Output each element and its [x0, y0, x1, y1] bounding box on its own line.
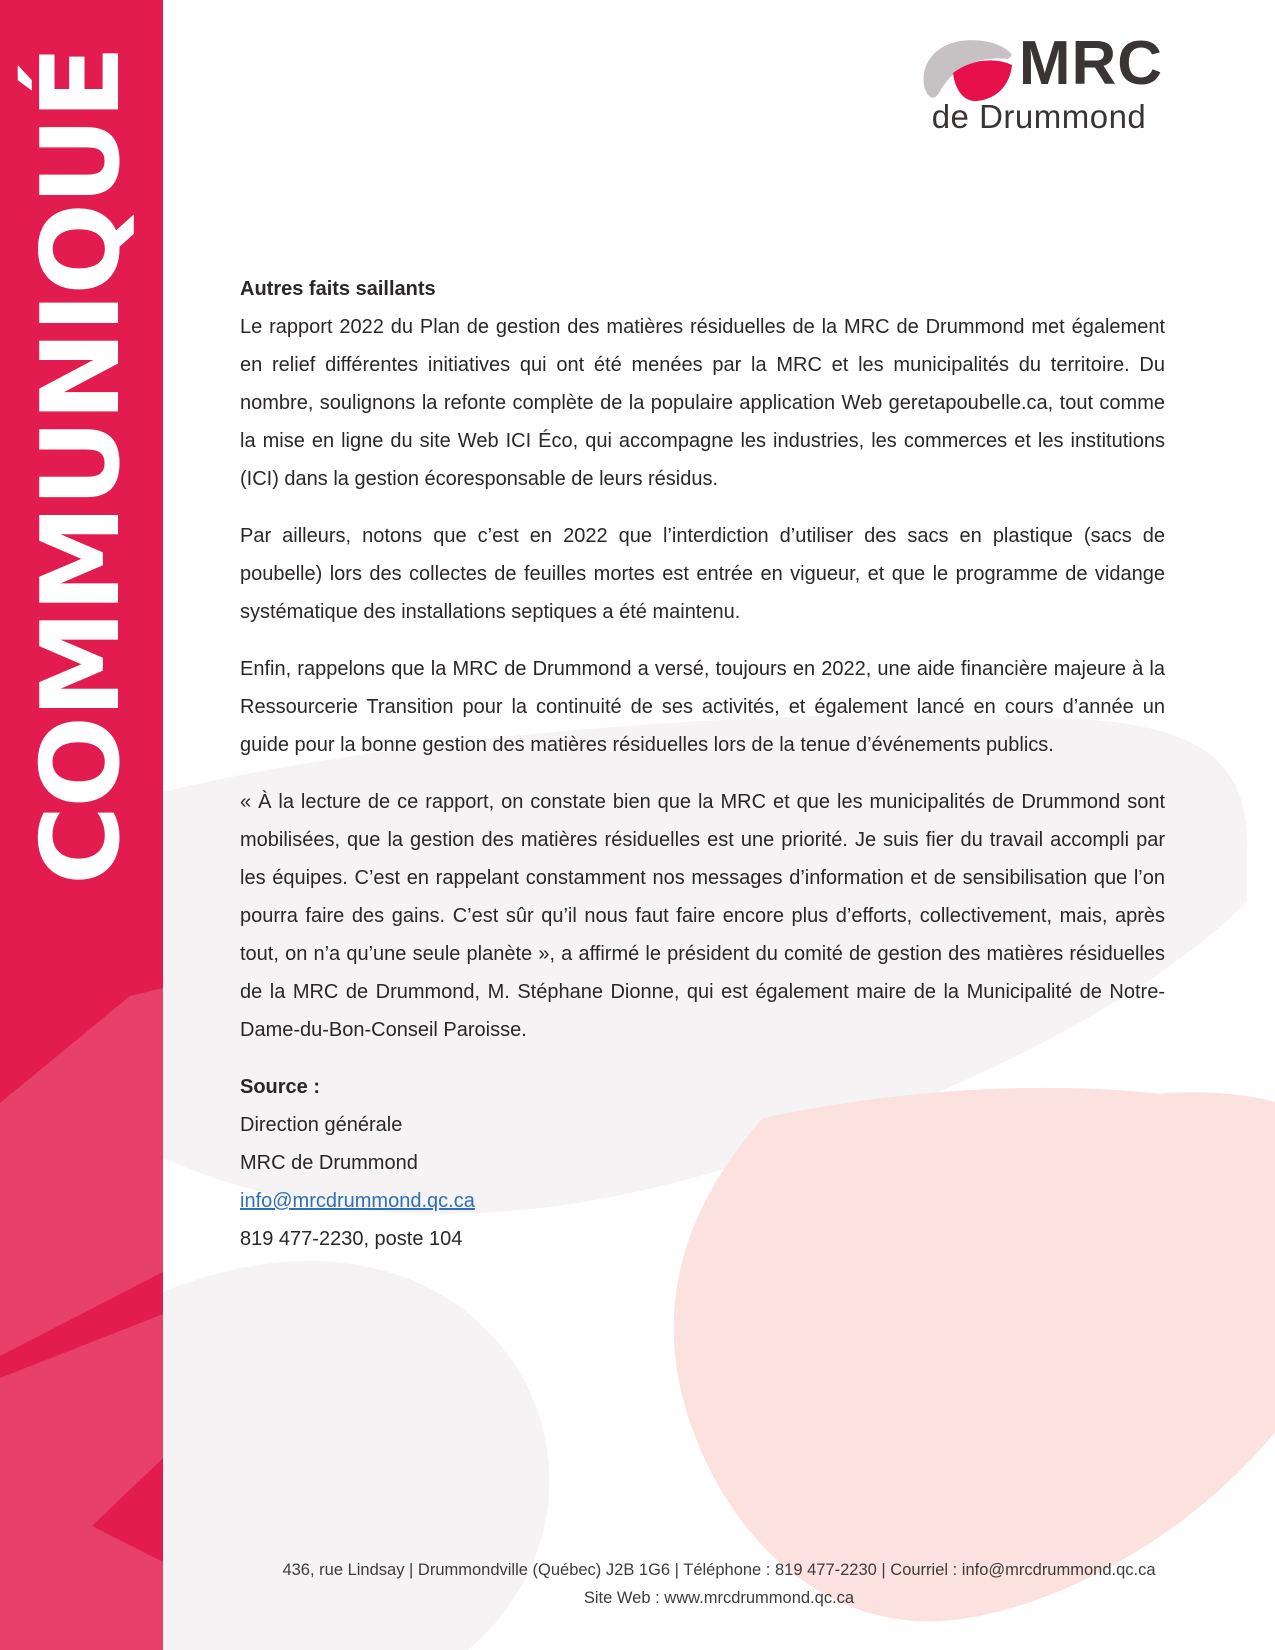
source-label: Source : — [240, 1076, 321, 1098]
source-organization: MRC de Drummond — [240, 1152, 418, 1174]
paragraph-ressourcerie: Enfin, rappelons que la MRC de Drummond a versé, toujours en 2022, une aide financière majeure à la Ressourcerie Transition pour la continuité de ses activités, et également lancé en cours d’année un guide pour la bonne gestion des matières résiduelles lors de la tenue d’événements publics. — [240, 658, 1165, 756]
communique-banner — [0, 0, 163, 1650]
article-body — [240, 270, 1165, 1258]
logo-text-de-drummond: de Drummond — [931, 98, 1147, 135]
paragraph-plastic-bags: Par ailleurs, notons que c’est en 2022 que l’interdiction d’utiliser des sacs en plastique (sacs de poubelle) lors des collectes de feuilles mortes est entrée en vigueur, et que le programme de vidange systématique des installations septiques a été maintenu. — [240, 525, 1165, 623]
banner-title: COMMUNIQUÉ — [19, 47, 144, 885]
paragraph-quote: « À la lecture de ce rapport, on constate bien que la MRC et que les municipalités de Drummond sont mobilisées, que la gestion des matières résiduelles est une priorité. Je suis fier du travail accompli par les équipes. C’est en rappelant constamment nos messages d’information et de sensibilisation que l’on pourra faire des gains. C’est sûr qu’il nous faut faire encore plus d’efforts, collectivement, mais, après tout, on n’a qu’une seule planète », a affirmé le président du comité de gestion des matières résiduelles de la MRC de Drummond, M. Stéphane Dionne, qui est également maire de la Municipalité de Notre-Dame-du-Bon-Conseil Paroisse. — [240, 791, 1165, 1041]
source-department: Direction générale — [240, 1114, 403, 1136]
logo-text-mrc: MRC — [1018, 29, 1164, 98]
paragraph-report: Le rapport 2022 du Plan de gestion des matières résiduelles de la MRC de Drummond met également en relief différentes initiatives qui ont été menées par la MRC et les municipalités du territoire. Du nombre, soulignons la refonte complète de la populaire application Web geretapoubelle.ca, tout comme la mise en ligne du site Web ICI Éco, qui accompagne les industries, les commerces et les institutions (ICI) dans la gestion écoresponsable de leurs résidus. — [240, 316, 1165, 490]
section-heading: Autres faits saillants — [240, 278, 436, 300]
footer-address-line: 436, rue Lindsay | Drummondville (Québec) J2B 1G6 | Téléphone : 819 477-2230 | Courriel : info@mrcdrummond.qc.ca — [282, 1561, 1156, 1579]
source-block — [240, 1068, 1165, 1258]
mrc-logo — [903, 29, 1175, 135]
source-phone: 819 477-2230, poste 104 — [240, 1228, 463, 1250]
page-footer — [163, 1556, 1275, 1612]
mrc-logo-icon — [915, 37, 1015, 101]
source-email-link[interactable]: info@mrcdrummond.qc.ca — [240, 1190, 475, 1212]
footer-web-line: Site Web : www.mrcdrummond.qc.ca — [583, 1589, 855, 1607]
